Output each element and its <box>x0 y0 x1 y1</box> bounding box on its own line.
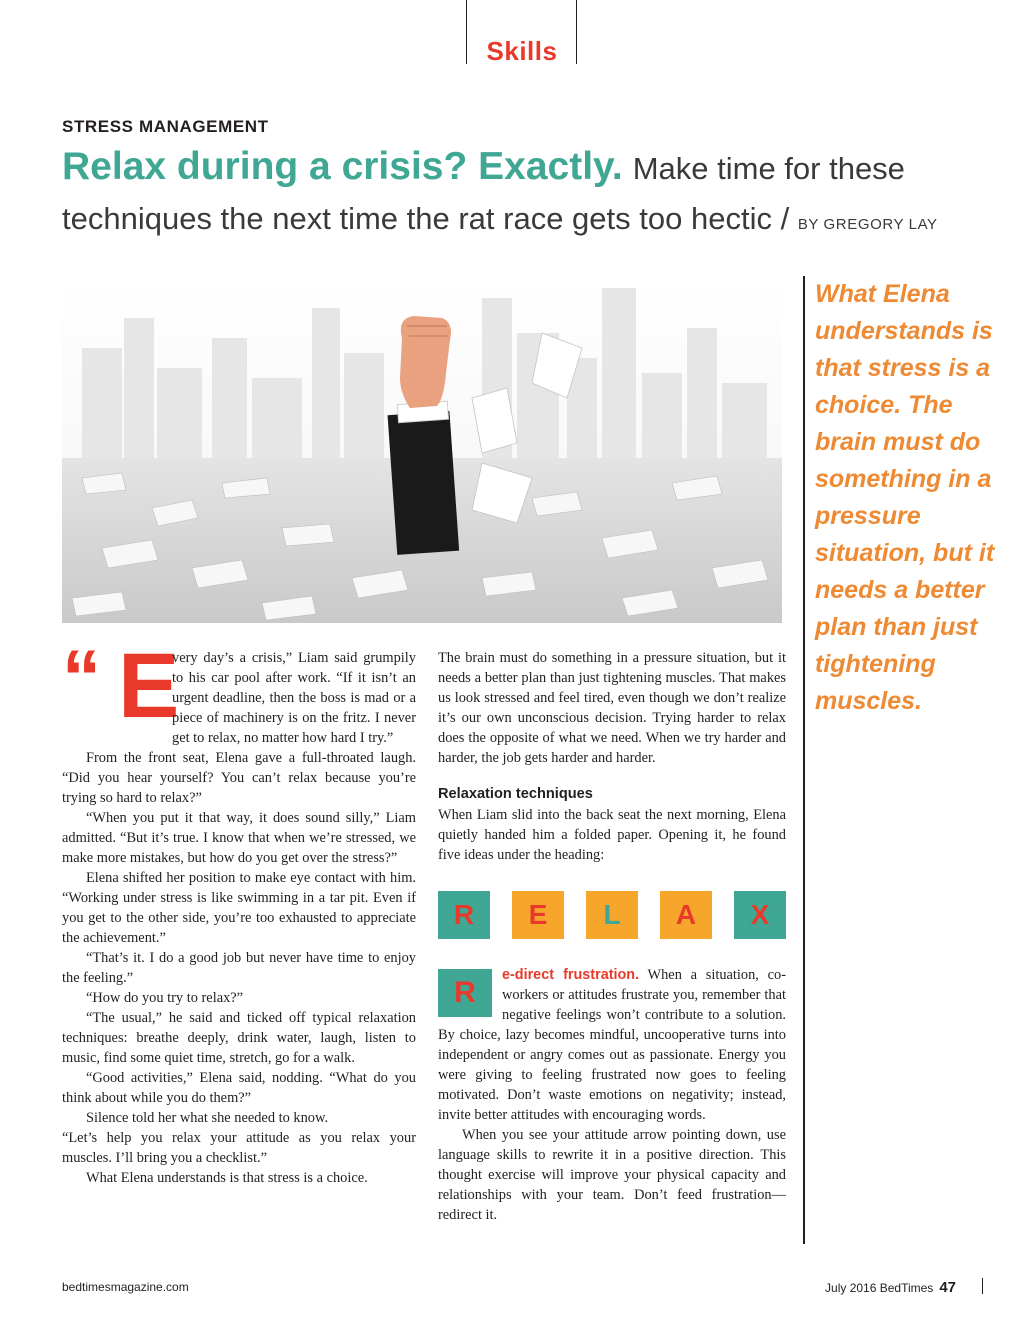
body-paragraph: Silence told her what she needed to know. <box>86 1110 329 1126</box>
relax-tile-r: R <box>438 891 490 939</box>
body-paragraph: “When you put it that way, it does sound silly,” Liam admitted. “But it’s true. I know that when we’re stressed, we make more mistakes, but how do you get over the stress?” <box>62 810 416 866</box>
header-divider-right <box>576 0 577 64</box>
body-paragraph: “Let’s help you relax your attitude as you relax your muscles. I’ll bring you a checklist.” <box>62 1130 416 1166</box>
pull-quote: What Elena understands is that stress is a choice. The brain must do something in a pressure situation, but it needs a better plan than just tightening muscles. <box>815 280 995 715</box>
footer-website: bedtimesmagazine.com <box>62 1280 189 1294</box>
footer-issue: July 2016 BedTimes <box>825 1281 934 1295</box>
relax-tile-e: E <box>512 891 564 939</box>
body-column-2 <box>438 648 786 1225</box>
section-label: Skills <box>486 36 558 66</box>
subhead: Relaxation techniques <box>438 786 593 802</box>
body-paragraph: When you see your attitude arrow pointing down, use language skills to rewrite it in a positive direction. This thought exercise will improve your physical capacity and relationships with your team. Don’t feed frustration—redirect it. <box>438 1127 786 1223</box>
relax-tile-a: A <box>660 891 712 939</box>
kicker: STRESS MANAGEMENT <box>62 117 269 136</box>
drop-quote-mark: “ <box>62 633 101 721</box>
headline <box>62 143 942 249</box>
headline-separator: / <box>771 201 798 236</box>
footer-divider <box>982 1278 983 1294</box>
hero-illustration <box>62 278 782 623</box>
redirect-lead-in: e-direct frustration. <box>502 967 640 983</box>
body-paragraph: From the front seat, Elena gave a full-throated laugh. “Did you hear yourself? You can’t relax because you’re trying so hard to relax?” <box>62 750 416 806</box>
body-paragraph: When Liam slid into the back seat the next morning, Elena quietly handed him a folded paper. Opening it, he found five ideas under the heading: <box>438 807 786 863</box>
body-paragraph: “Good activities,” Elena said, nodding. “What do you think about while you do them?” <box>62 1070 416 1106</box>
byline: BY GREGORY LAY <box>797 216 938 233</box>
headline-dek: Make time for these techniques the next time the rat race gets too hectic <box>62 151 905 236</box>
body-paragraph: “The usual,” he said and ticked off typical relaxation techniques: breathe deeply, drink water, laugh, listen to music, find some quiet time, stretch, go for a walk. <box>62 1010 416 1066</box>
relax-tile-l: L <box>586 891 638 939</box>
drop-cap: E <box>118 635 180 737</box>
page-number: 47 <box>939 1279 956 1296</box>
body-column-1 <box>62 635 416 1188</box>
body-paragraph: The brain must do something in a pressure situation, but it needs a better plan than just tightening muscles. That makes us look stressed and feel tired, even though we don’t realize it’s our own unconscious decision. Trying harder to relax does the opposite of what we need. When we try harder and harder, the job gets harder and harder. <box>438 650 786 766</box>
redirect-body: When a situation, co-workers or attitudes frustrate you, remember that negative feelings won’t contribute to a solution. By choice, lazy becomes mindful, uncooperative turns into independent or angry comes out as passionate. Energy you were giving to feeling frustrated now goes to feeling motivated. Don’t waste emotions on negativity; instead, invite better attitudes with encouraging words. <box>438 967 786 1123</box>
pull-quote-rule <box>803 276 805 1244</box>
footer-folio <box>825 1279 956 1296</box>
body-paragraph: What Elena understands is that stress is a choice. <box>86 1170 368 1186</box>
lead-paragraph: very day’s a crisis,” Liam said grumpily to his car pool after work. “If it isn’t an urgent deadline, then the boss is mad or a piece of machinery is on the fritz. I never get to relax, no matter how hard I try.” <box>172 650 416 746</box>
body-paragraph: Elena shifted her position to make eye contact with him. “Working under stress is like swimming in a tar pit. Even if you get to the other side, you’re too exhausted to appreciate the achievement.” <box>62 870 416 946</box>
body-paragraph: “That’s it. I do a good job but never have time to enjoy the feeling.” <box>62 950 416 986</box>
headline-title: Relax during a crisis? Exactly. <box>62 145 623 188</box>
relax-letter-tiles <box>438 891 786 939</box>
redirect-initial: R <box>438 969 492 1017</box>
relax-tile-x: X <box>734 891 786 939</box>
redirect-paragraph <box>438 965 786 1125</box>
header-divider-left <box>466 0 467 64</box>
body-paragraph: “How do you try to relax?” <box>86 990 244 1006</box>
